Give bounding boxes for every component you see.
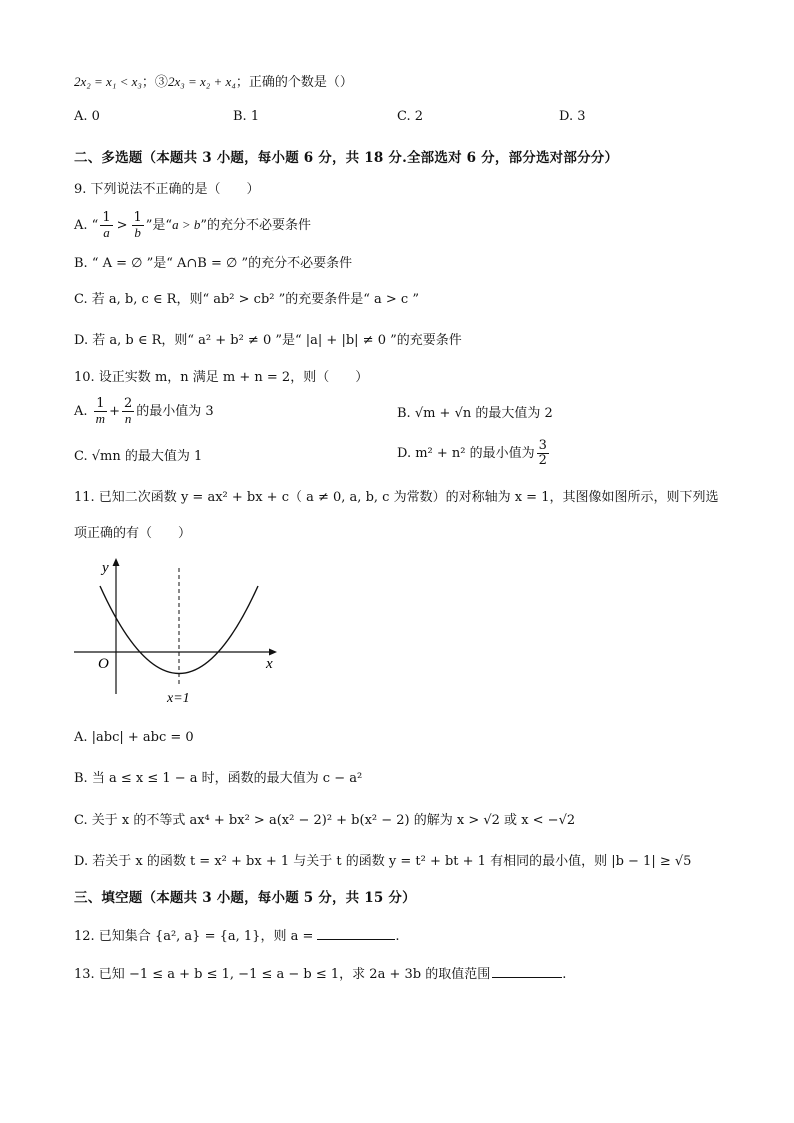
fraction-2-over-n: $\frac{2}{n}$ [123,396,133,426]
q11-option-a: A. |abc| + abc = 0 [74,730,194,745]
q9-option-c: C. 若 a, b, c ∈ R，则“ ab² > cb² ”的充要条件是“ a > c ” [74,292,419,307]
symmetry-axis-label: x=1 [167,691,190,706]
prev-option-a: A. 0 [74,109,100,124]
q9-option-b: B. “ A = ∅ ”是“ A∩B = ∅ ”的充分不必要条件 [74,256,353,271]
fraction-1-over-b: $\frac{1}{b}$ [133,210,142,240]
q12-text: 12. 已知集合 {a², a} = {a, 1}，则 a = [74,929,314,944]
section-3-header: 三、填空题（本题共 3 小题，每小题 5 分，共 15 分） [74,890,416,906]
q9-option-d: D. 若 a, b ∈ R，则“ a² + b² ≠ 0 ”是“ |a| + |b| ≠ 0 ”的充要条件 [74,333,462,348]
q13 [74,964,566,984]
q11-stem-line2: 项正确的有（ ） [74,526,192,541]
q11-option-c: C. 关于 x 的不等式 ax⁴ + bx² > a(x² − 2)² + b(x² − 2) 的解为 x > √2 或 x < −√2 [74,813,576,828]
origin-label: O [98,656,109,672]
prev-question-tail [74,73,353,92]
q9-option-a: A. “ $\frac{1}{a}$ > $\frac{1}{b}$ ”是“a > b”的充分不必要条件 [74,210,312,240]
q11-option-b: B. 当 a ≤ x ≤ 1 − a 时，函数的最大值为 c − a² [74,771,363,786]
q9-a-suffix: ”的充分不必要条件 [200,218,312,233]
q10-stem: 10. 设正实数 m，n 满足 m + n = 2，则（ ） [74,370,369,385]
q9-stem: 9. 下列说法不正确的是（ ） [74,182,260,197]
q12-answer-blank[interactable] [317,926,395,940]
y-axis-label: y [102,560,109,576]
q13-period: . [562,967,567,982]
fraction-3-over-2: $\frac{3}{2}$ [538,438,547,468]
q13-answer-blank[interactable] [492,964,562,978]
q10-option-a: A. $\frac{1}{m}$ + $\frac{2}{n}$ 的最小值为 3 [74,396,214,426]
fraction-1-over-m: $\frac{1}{m}$ [95,396,106,426]
y-axis-arrow [113,558,120,566]
q10-a-text: 的最小值为 3 [136,404,214,419]
prev-question-question: ；正确的个数是（） [235,75,353,90]
prev-option-c: C. 2 [397,109,424,124]
equation-1: 2x₂ = x₁ < x₃ [74,74,142,89]
q13-text: 13. 已知 −1 ≤ a + b ≤ 1, −1 ≤ a − b ≤ 1，求 2a + 3b 的取值范围 [74,967,491,982]
equation-3: 2x₃ = x₂ + x₄ [167,74,236,89]
q9-a-prefix: A. “ [74,218,99,233]
q10-option-c: C. √mn 的最大值为 1 [74,449,203,464]
fraction-1-over-a: $\frac{1}{a}$ [102,210,111,240]
x-axis-arrow [269,649,277,656]
x-axis-label: x [266,656,273,672]
q12-period: . [395,929,400,944]
q11-stem-line1: 11. 已知二次函数 y = ax² + bx + c（ a ≠ 0, a, b, c 为常数）的对称轴为 x = 1，其图像如图所示，则下列选 [74,490,719,505]
q10-option-b: B. √m + √n 的最大值为 2 [397,406,553,421]
q12 [74,926,400,946]
q10-d-prefix: D. m² + n² 的最小值为 [397,446,535,461]
q11-option-d: D. 若关于 x 的函数 t = x² + bx + 1 与关于 t 的函数 y = t² + bt + 1 有相同的最小值，则 |b − 1| ≥ √5 [74,854,692,869]
q10-option-d [397,437,551,471]
section-2-header: 二、多选题（本题共 3 小题，每小题 6 分，共 18 分.全部选对 6 分，部分选对部分分） [74,150,619,166]
q10-a-label: A. [74,404,88,419]
q9-a-cond: a > b [172,217,201,232]
prev-option-d: D. 3 [559,109,586,124]
prev-option-b: B. 1 [233,109,260,124]
separator-3: ；③ [141,75,168,90]
q9-a-mid: ”是“ [145,218,173,233]
parabola-graph [70,556,290,706]
